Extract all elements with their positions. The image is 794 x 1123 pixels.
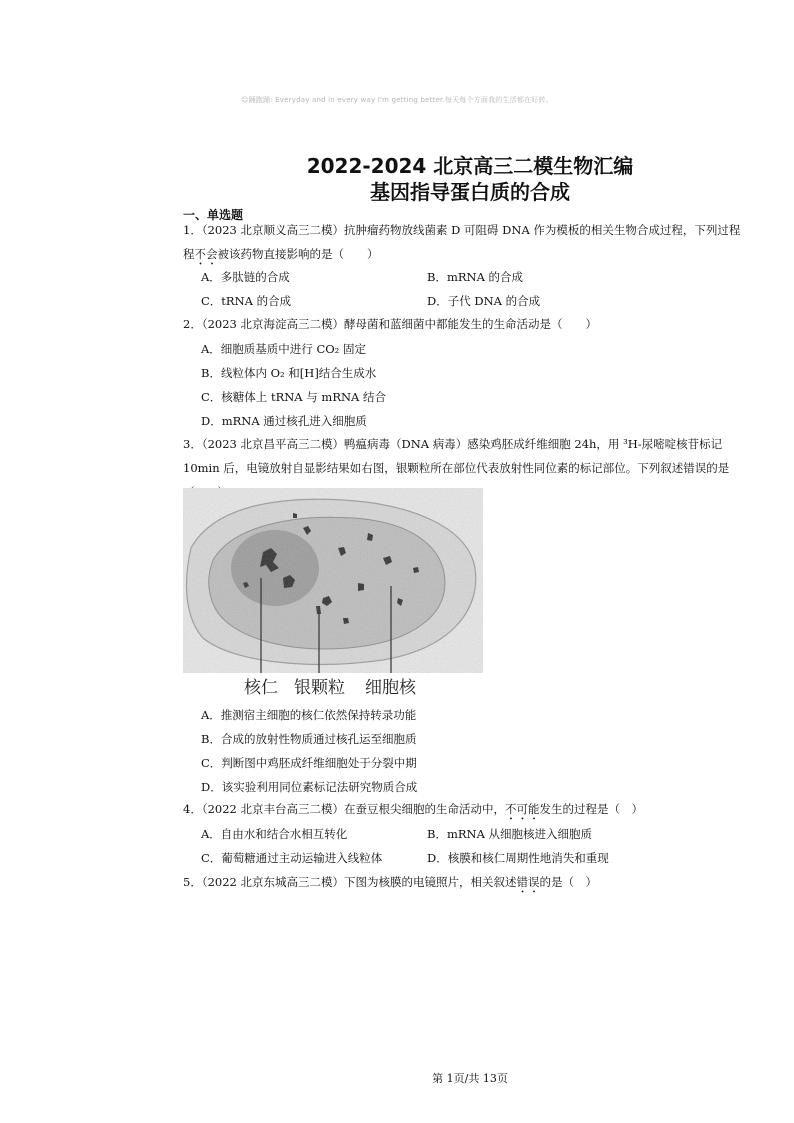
figure-label-silver-grain: 银颗粒 bbox=[294, 678, 345, 698]
question-4-option-d: D．核膜和核仁周期性地消失和重现 bbox=[427, 851, 609, 865]
question-5-stem bbox=[183, 870, 758, 896]
question-4-stem bbox=[183, 797, 758, 823]
question-2-option-c: C．核糖体上 tRNA 与 mRNA 结合 bbox=[201, 390, 386, 404]
question-1-stem-line2: 程 bbox=[183, 247, 195, 261]
figure-label-nucleus: 细胞核 bbox=[365, 678, 416, 698]
question-2-option-d: D．mRNA 通过核孔进入细胞质 bbox=[201, 414, 367, 428]
question-1-option-d: D．子代 DNA 的合成 bbox=[427, 294, 541, 308]
question-4-stem-text: 4．（2022 北京丰台高三二模）在蚕豆根尖细胞的生命活动中， bbox=[183, 802, 505, 816]
section-heading: 一、单选题 bbox=[183, 208, 244, 222]
figure-label-nucleolus: 核仁 bbox=[244, 678, 278, 698]
question-4-emphasis: 不可能 bbox=[505, 802, 540, 816]
question-1-emphasis: 不会 bbox=[194, 247, 218, 261]
question-3-option-a: A．推测宿主细胞的核仁依然保持转录功能 bbox=[201, 708, 417, 722]
question-5-stem-text: 5．（2022 北京东城高三二模）下图为核膜的电镜照片，相关叙述 bbox=[183, 875, 517, 889]
question-5-emphasis: 错误 bbox=[516, 875, 540, 889]
question-2-option-b: B．线粒体内 O₂ 和[H]结合生成水 bbox=[201, 366, 377, 380]
question-1-option-c: C．tRNA 的合成 bbox=[201, 294, 292, 308]
question-1-option-b: B．mRNA 的合成 bbox=[427, 270, 524, 284]
document-title: 2022-2024 北京高三二模生物汇编 bbox=[306, 154, 634, 178]
page-footer: 第 1页/共 13页 bbox=[432, 1072, 508, 1085]
question-3-option-c: C．判断图中鸡胚成纤维细胞处于分裂中期 bbox=[201, 756, 417, 770]
question-3-option-b: B．合成的放射性物质通过核孔运至细胞质 bbox=[201, 732, 417, 746]
question-1-stem-line2-rest: 被该药物直接影响的是（ ） bbox=[217, 247, 379, 261]
question-3-stem: 3．（2023 北京昌平高三二模）鸭瘟病毒（DNA 病毒）感染鸡胚成纤维细胞 24h，用 ³H-尿嘧啶核苷标记 10min 后，电镜放射自显影结果如右图，银颗粒所在部位代表放射性同位素的标记部位。下列叙述错误的是 bbox=[183, 437, 730, 475]
cell-micrograph-image bbox=[183, 488, 483, 698]
question-1-option-a: A．多肽链的合成 bbox=[201, 270, 290, 284]
question-1-stem-line1: 1．（2023 北京顺义高三二模）抗肿瘤药物放线菌素 D 可阻碍 DNA 作为模板的相关生物合成过程，下列过程 bbox=[183, 223, 741, 237]
electron-micrograph-figure bbox=[183, 488, 483, 698]
document-subtitle: 基因指导蛋白质的合成 bbox=[370, 180, 570, 204]
question-4-stem-rest: 发生的过程是（ ） bbox=[539, 802, 643, 816]
page-watermark: ☺踊跑踊: Everyday and in every way I'm getting better.每天每个方面我的生活都在好转。 bbox=[241, 96, 553, 104]
question-4-option-b: B．mRNA 从细胞核进入细胞质 bbox=[427, 827, 593, 841]
question-2-stem: 2．（2023 北京海淀高三二模）酵母菌和蓝细菌中都能发生的生命活动是（ ） bbox=[183, 317, 597, 331]
question-2-option-a: A．细胞质基质中进行 CO₂ 固定 bbox=[201, 342, 366, 356]
question-1-stem bbox=[183, 218, 758, 268]
question-5-stem-rest: 的是（ ） bbox=[539, 875, 597, 889]
question-4-option-c: C．葡萄糖通过主动运输进入线粒体 bbox=[201, 851, 383, 865]
question-4-option-a: A．自由水和结合水相互转化 bbox=[201, 827, 348, 841]
question-3-option-d: D．该实验利用同位素标记法研究物质合成 bbox=[201, 780, 418, 794]
